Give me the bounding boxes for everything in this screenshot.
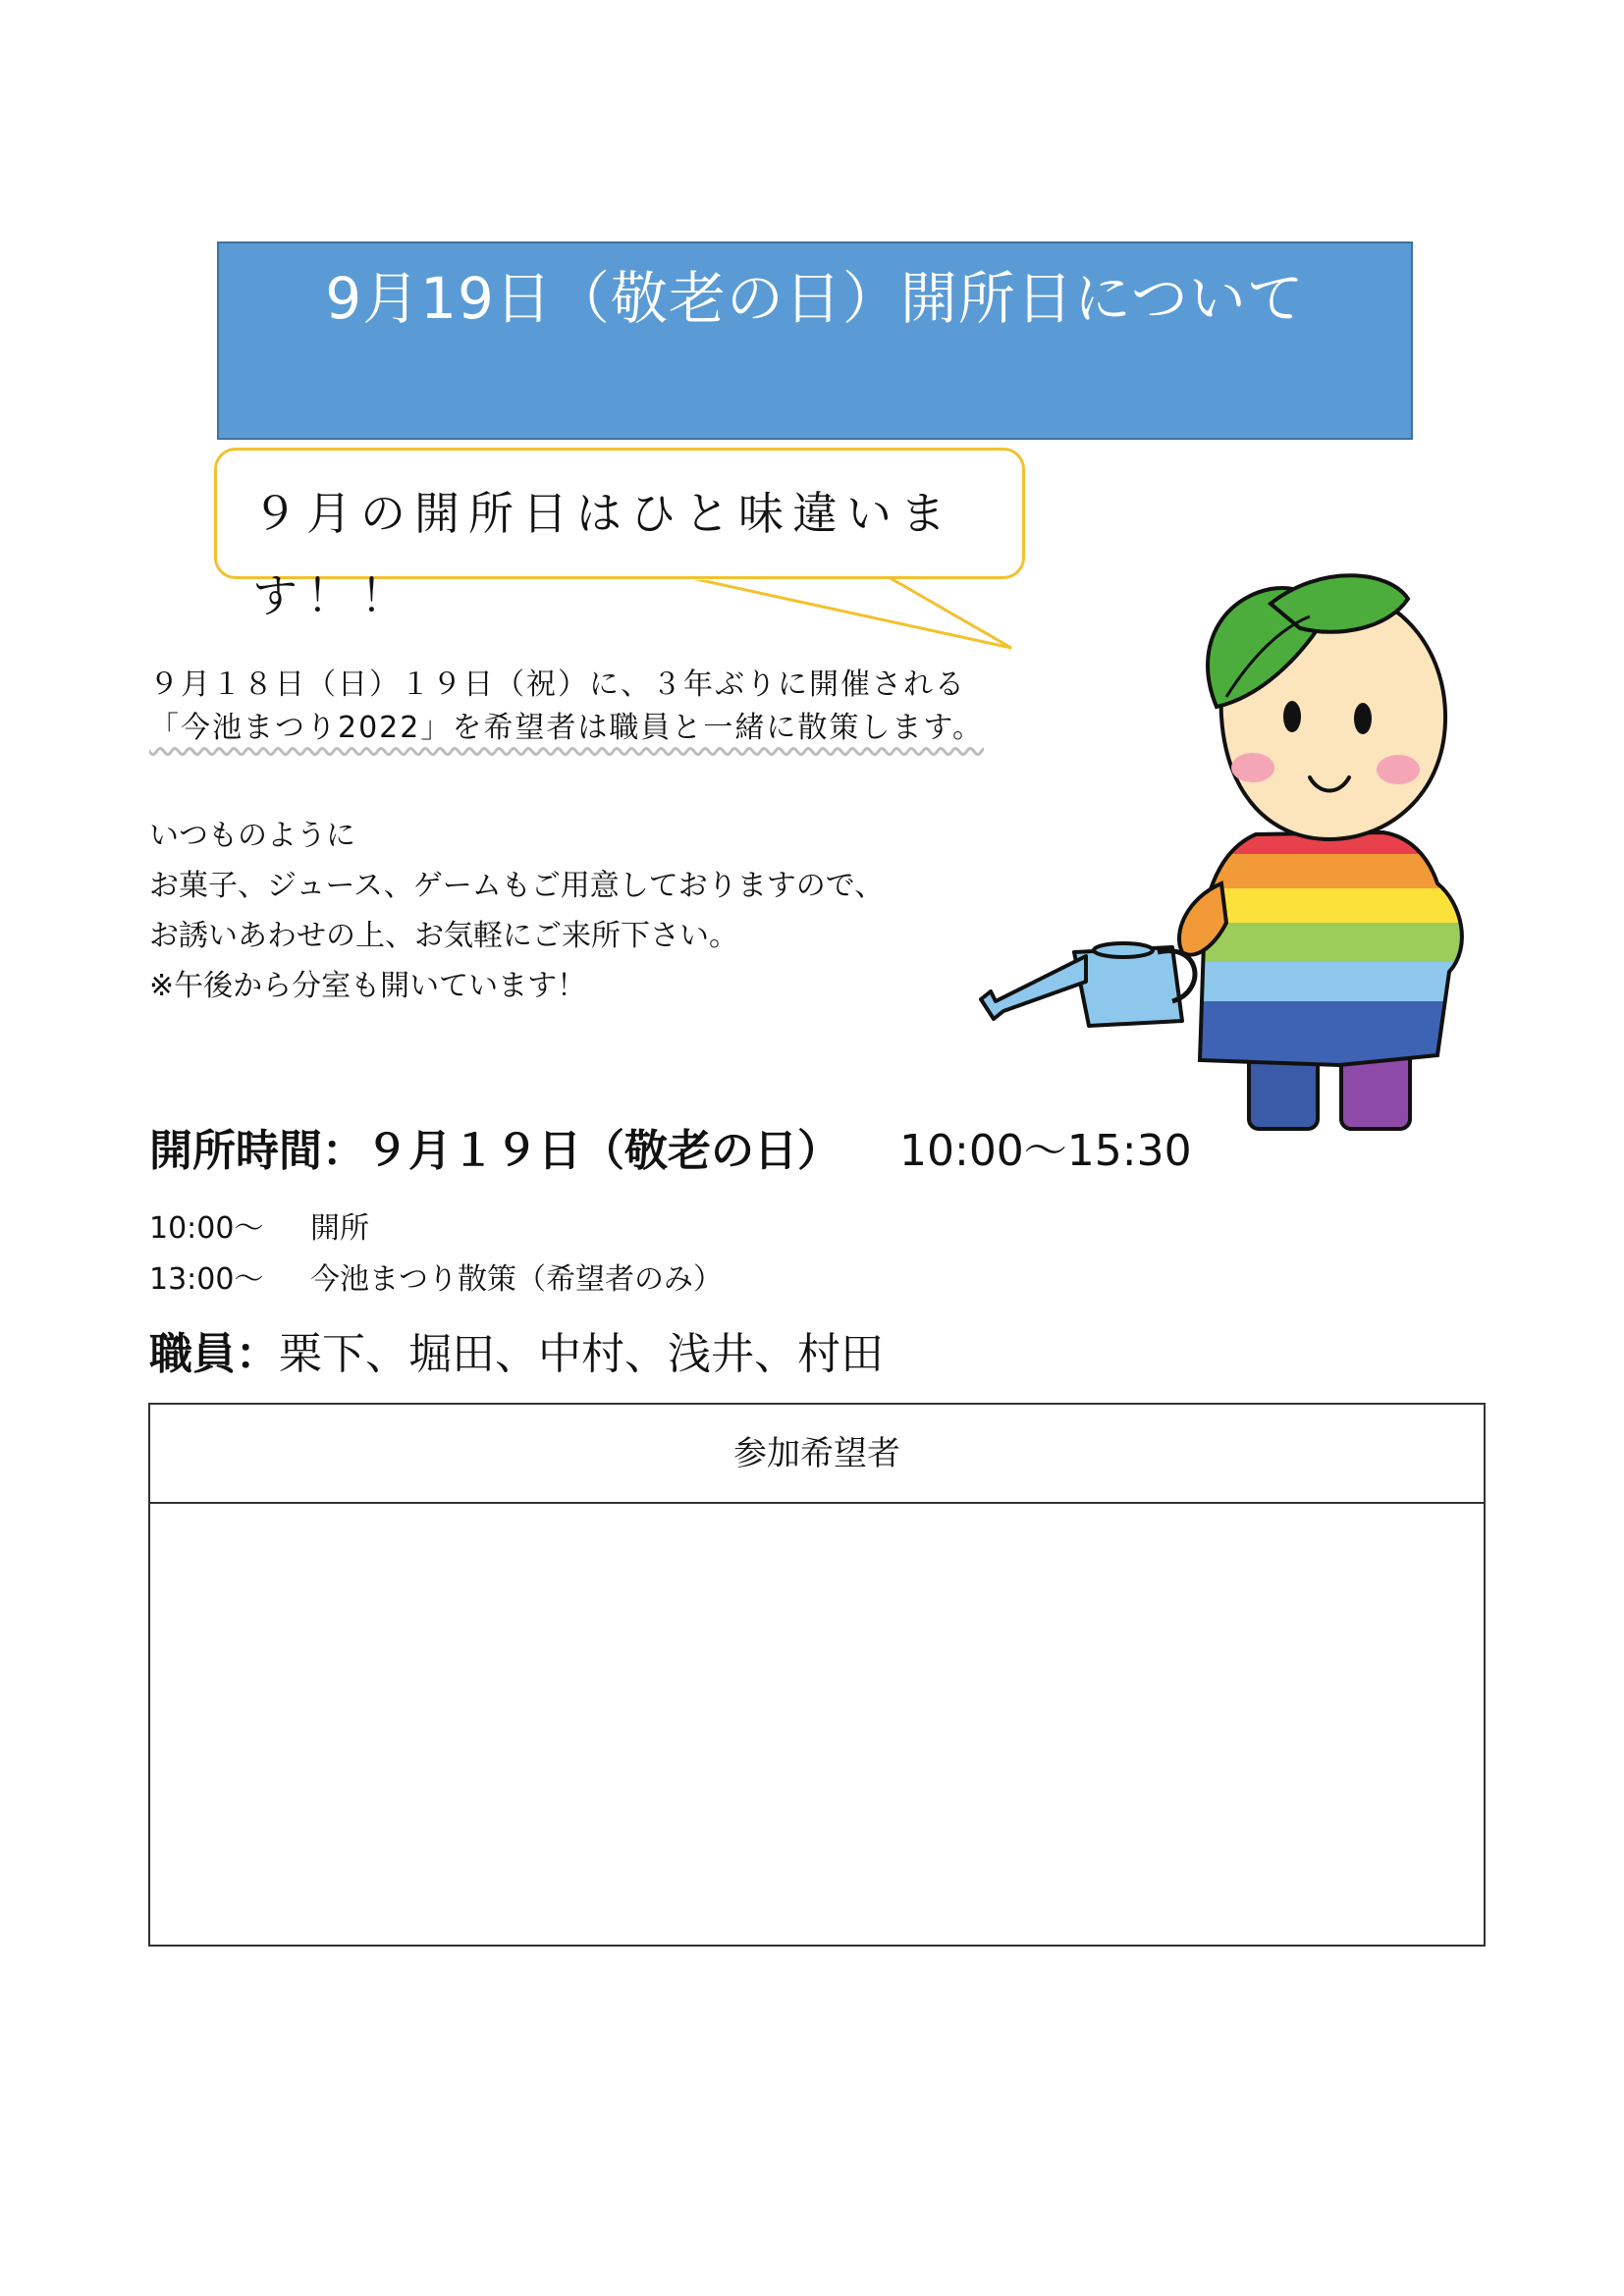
announcement	[149, 664, 984, 750]
speech-bubble-text: ９月の開所日はひと味違います！！	[252, 487, 954, 622]
opening-hours-label: 開所時間：９月１９日（敬老の日）	[149, 1126, 840, 1176]
opening-hours-time: 10:00～15:30	[899, 1126, 1192, 1176]
page-title: 9月19日（敬老の日）開所日について	[217, 241, 1413, 440]
mascot-illustration	[976, 560, 1487, 1148]
staff-line	[149, 1325, 884, 1384]
signup-table	[148, 1403, 1486, 1947]
schedule	[149, 1203, 723, 1306]
body-line: ※午後から分室も開いています！	[149, 969, 587, 1003]
staff-names: 栗下、堀田、中村、浅井、村田	[279, 1329, 884, 1379]
schedule-time: 13:00～	[149, 1262, 264, 1297]
announcement-line: 「今池まつり2022」を希望者は職員と一緒に散策します。	[149, 711, 984, 745]
body-text	[149, 811, 884, 1011]
body-line: お誘いあわせの上、お気軽にご来所下さい。	[149, 919, 738, 953]
signup-table-body[interactable]	[150, 1504, 1484, 1945]
speech-bubble	[214, 448, 1025, 622]
staff-label: 職員：	[149, 1329, 279, 1379]
schedule-event: 開所	[310, 1211, 369, 1246]
body-line: お菓子、ジュース、ゲームもご用意しておりますので、	[149, 869, 885, 903]
schedule-row	[149, 1255, 723, 1306]
signup-table-header: 参加希望者	[150, 1405, 1484, 1504]
schedule-event: 今池まつり散策（希望者のみ）	[310, 1262, 723, 1297]
schedule-time: 10:00～	[149, 1211, 264, 1246]
schedule-row	[149, 1203, 723, 1255]
announcement-line: ９月１８日（日）１９日（祝）に、３年ぶりに開催される	[149, 667, 966, 702]
body-line: いつものように	[149, 819, 355, 853]
